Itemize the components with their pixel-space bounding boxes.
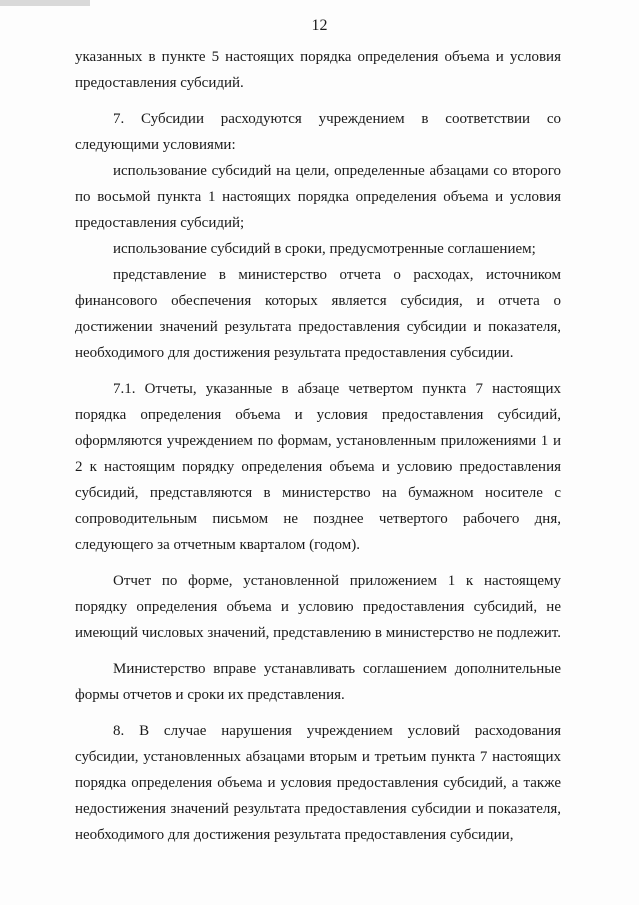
paragraph-clause-7: 7. Субсидии расходуются учреждением в соответствии со следующими условиями: — [75, 111, 561, 153]
document-body — [75, 44, 561, 848]
paragraph-report-form: Отчет по форме, установленной приложением 1 к настоящему порядку определения объема и условию предоставления субсидий, не имеющий числовых значений, представлению в министерство не подлежит. — [75, 573, 561, 641]
paragraph-continuation: указанных в пункте 5 настоящих порядка определения объема и условия предоставления субсидий. — [75, 49, 561, 91]
paragraph-condition-3: представление в министерство отчета о расходах, источником финансового обеспечения которых является субсидия, и отчета о достижении значений результата предоставления субсидии и показателя, необходимого для достижения результата предоставления субсидии. — [75, 267, 561, 361]
paragraph-ministry-right: Министерство вправе устанавливать соглашением дополнительные формы отчетов и сроки их представления. — [75, 661, 561, 703]
paragraph-clause-7-1: 7.1. Отчеты, указанные в абзаце четвертом пункта 7 настоящих порядка определения объема и условия предоставления субсидий, оформляются учреждением по формам, установленным приложениями 1 и 2 к настоящим порядку определения объема и условию предоставления субсидий, представляются в министерство на бумажном носителе с сопроводительным письмом не позднее четвертого рабочего дня, следующего за отчетным кварталом (годом). — [75, 381, 561, 553]
page-number: 12 — [311, 17, 328, 34]
paragraph-clause-8: 8. В случае нарушения учреждением условий расходования субсидии, установленных абзацами вторым и третьим пункта 7 настоящих порядка определения объема и условия предоставления субсидий, а также недостижения значений результата предоставления субсидии и показателя, необходимого для достижения результата предоставления субсидии, — [75, 723, 561, 843]
scan-edge-mark — [0, 0, 90, 6]
paragraph-condition-2: использование субсидий в сроки, предусмотренные соглашением; — [113, 241, 536, 257]
paragraph-condition-1: использование субсидий на цели, определенные абзацами со второго по восьмой пункта 1 настоящих порядка определения объема и условия предоставления субсидий; — [75, 163, 561, 231]
